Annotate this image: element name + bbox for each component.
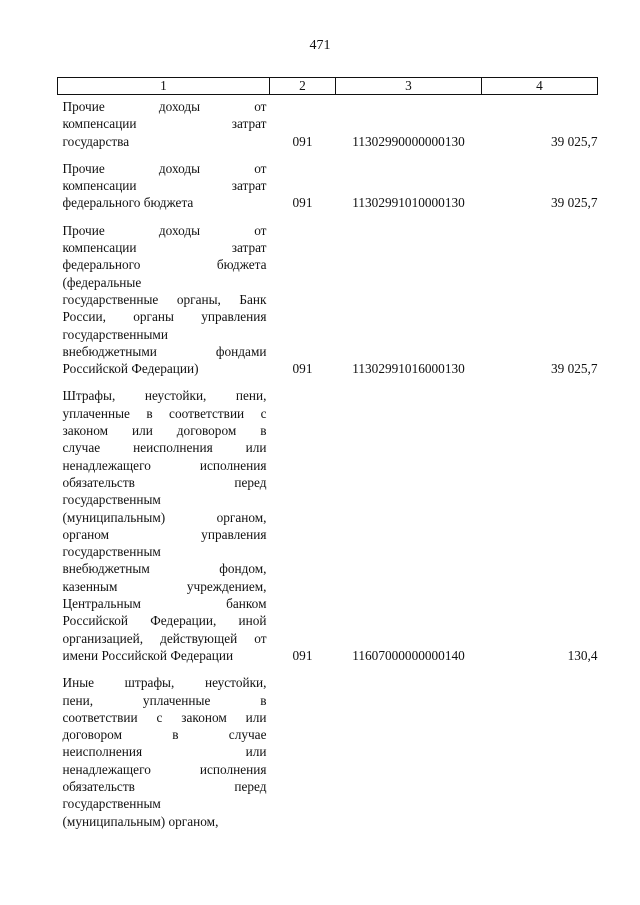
row-amount — [482, 674, 598, 830]
row-admin-code: 091 — [292, 361, 313, 377]
description-line: законом или договором в — [62, 423, 267, 439]
description-line: имени Российской Федерации — [62, 647, 234, 663]
header-col-4: 4 — [482, 78, 598, 95]
description-line: Иные штрафы, неустойки, — [62, 675, 267, 691]
row-description — [58, 160, 270, 222]
description-line: (федеральные — [62, 274, 142, 290]
row-amount: 39 025,7 — [550, 361, 598, 377]
description-line: казенным учреждением, — [62, 578, 267, 594]
row-amount: 130,4 — [567, 647, 598, 663]
row-amount: 39 025,7 — [550, 195, 598, 211]
description-line: государственные органы, Банк — [62, 291, 267, 307]
description-line: внебюджетными фондами — [62, 343, 267, 359]
page-number: 471 — [309, 38, 331, 53]
row-admin-code: 091 — [292, 195, 313, 211]
description-line: (муниципальным) органом, — [62, 509, 267, 525]
description-line: государственным — [62, 544, 161, 560]
row-description — [58, 674, 270, 830]
header-row — [58, 78, 598, 95]
description-line: организацией, действующей от — [62, 630, 267, 646]
header-col-1: 1 — [58, 78, 270, 95]
row-description — [58, 95, 270, 160]
table-row — [58, 387, 598, 674]
description-line: компенсации затрат — [62, 116, 267, 132]
description-line: пени, уплаченные в — [62, 692, 267, 708]
row-budget-code: 11302990000000130 — [352, 133, 465, 149]
description-line: ненадлежащего исполнения — [62, 457, 267, 473]
description-line: государственным — [62, 492, 161, 508]
description-line: обязательств перед — [62, 778, 267, 794]
description-line: ненадлежащего исполнения — [62, 761, 267, 777]
description-line: внебюджетным фондом, — [62, 561, 267, 577]
table-row — [58, 674, 598, 830]
description-line: государственным — [62, 796, 161, 812]
table-body — [58, 95, 598, 830]
description-line: Центральным банком — [62, 596, 267, 612]
row-budget-code: 11302991016000130 — [352, 361, 465, 377]
description-line: уплаченные в соответствии с — [62, 405, 267, 421]
row-description — [58, 222, 270, 388]
header-col-2: 2 — [270, 78, 336, 95]
table-header — [58, 78, 598, 95]
table-row — [58, 222, 598, 388]
description-line: федерального бюджета — [62, 257, 267, 273]
description-line: договором в случае — [62, 727, 267, 743]
row-admin-code: 091 — [292, 133, 313, 149]
row-admin-code: 091 — [292, 647, 313, 663]
description-line: Прочие доходы от — [62, 160, 267, 176]
description-line: случае неисполнения или — [62, 440, 267, 456]
description-line: Штрафы, неустойки, пени, — [62, 388, 267, 404]
table-row — [58, 95, 598, 160]
row-budget-code: 11607000000000140 — [352, 647, 465, 663]
description-line: органом управления — [62, 526, 267, 542]
description-line: Российской Федерации) — [62, 361, 199, 377]
description-line: компенсации затрат — [62, 240, 267, 256]
row-admin-code — [270, 674, 336, 830]
description-line: государства — [62, 133, 130, 149]
description-line: Прочие доходы от — [62, 99, 267, 114]
description-line: Российской Федерации, иной — [62, 613, 267, 629]
description-line: компенсации затрат — [62, 178, 267, 194]
row-description — [58, 387, 270, 674]
header-col-3: 3 — [336, 78, 482, 95]
row-budget-code — [336, 674, 482, 830]
budget-table — [57, 77, 598, 830]
description-line: России, органы управления — [62, 309, 267, 325]
row-budget-code: 11302991010000130 — [352, 195, 465, 211]
description-line: государственными — [62, 326, 168, 342]
description-line: обязательств перед — [62, 474, 267, 490]
row-amount: 39 025,7 — [550, 133, 598, 149]
description-line: федерального бюджета — [62, 195, 194, 211]
description-line: Прочие доходы от — [62, 222, 267, 238]
description-line: (муниципальным) органом, — [62, 813, 219, 829]
description-line: соответствии с законом или — [62, 709, 267, 725]
description-line: неисполнения или — [62, 744, 267, 760]
table-row — [58, 160, 598, 222]
